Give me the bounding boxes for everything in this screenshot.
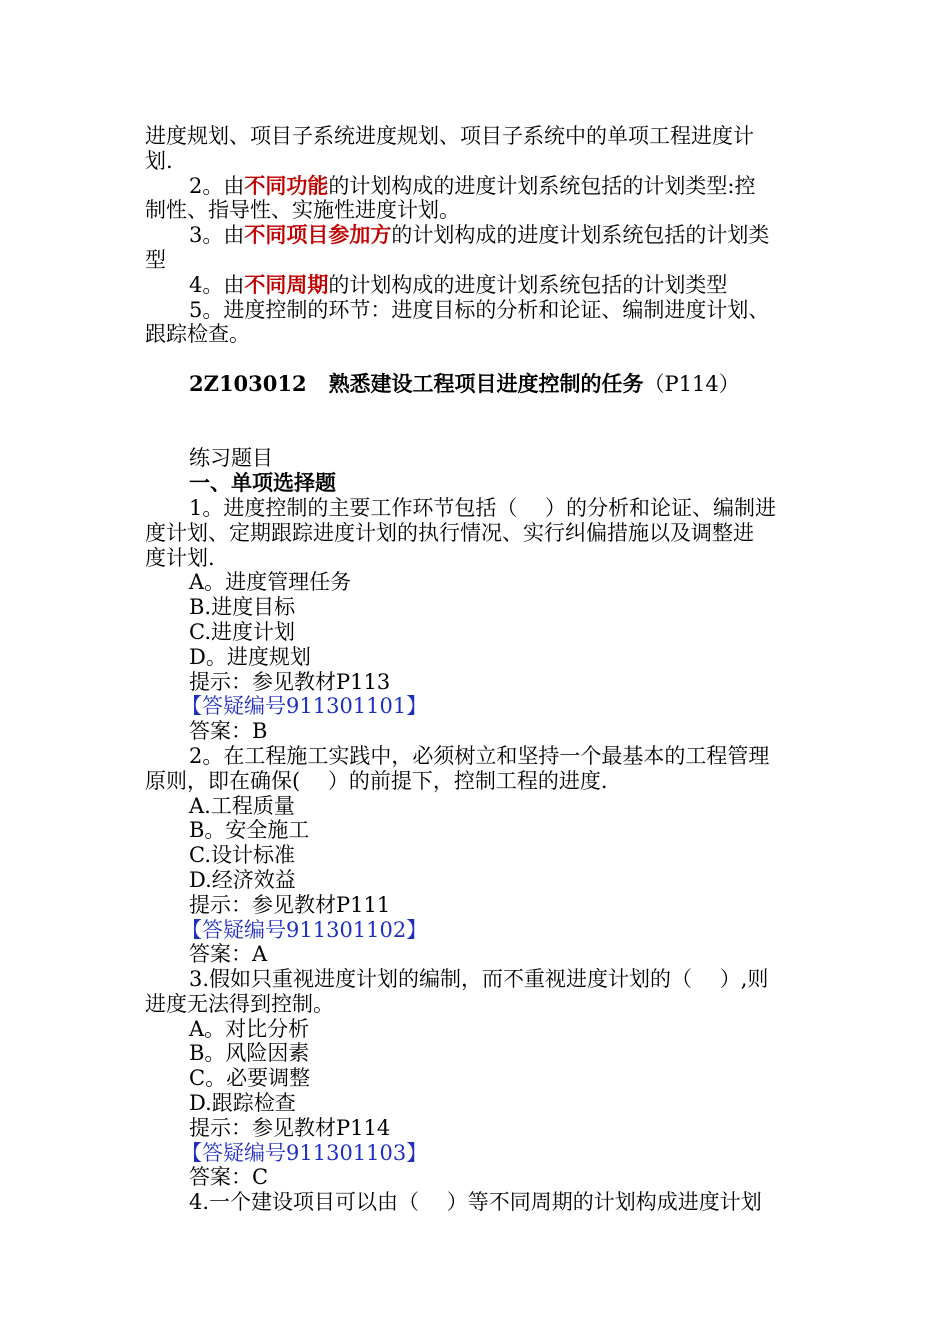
option: C.进度计划 <box>189 619 295 644</box>
single-choice-label: 一、单项选择题 <box>189 470 336 496</box>
answer: 答案：A <box>189 942 268 967</box>
question-1-line-2: 度计划、定期跟踪进度计划的执行情况、实行纠偏措施以及调整进 <box>145 520 754 545</box>
highlight-term: 不同功能 <box>244 172 329 198</box>
section-ref: （P114） <box>643 371 740 396</box>
point-2: 2。由不同功能的计划构成的进度计划系统包括的计划类型:控 <box>189 172 756 198</box>
question-1-line-3: 度计划. <box>145 545 215 570</box>
point-3: 3。由不同项目参加方的计划构成的进度计划系统包括的计划类 <box>189 222 770 248</box>
section-heading <box>145 372 810 397</box>
highlight-term: 不同项目参加方 <box>244 222 392 248</box>
point-5: 5。进度控制的环节：进度目标的分析和论证、编制进度计划、 <box>189 297 770 322</box>
option: A.工程质量 <box>189 793 295 818</box>
option: D。进度规划 <box>189 644 311 669</box>
point-5-cont: 跟踪检查。 <box>145 322 250 347</box>
section-title: 熟悉建设工程项目进度控制的任务 <box>328 370 644 396</box>
document-body <box>145 124 810 1215</box>
qa-id-link[interactable]: 【答疑编号911301102】 <box>181 917 428 942</box>
option: D.经济效益 <box>189 867 296 892</box>
option: D.跟踪检查 <box>189 1091 296 1116</box>
question-2-line-2: 原则，即在确保( ）的前提下，控制工程的进度. <box>145 768 608 793</box>
practice-label: 练习题目 <box>189 446 273 471</box>
option: A。对比分析 <box>189 1016 310 1041</box>
point-3-cont: 型 <box>145 247 166 272</box>
intro-line-1: 进度规划、项目子系统进度规划、项目子系统中的单项工程进度计 <box>145 124 754 148</box>
section-code: 2Z103012 <box>189 370 307 396</box>
intro-line-2: 划. <box>145 148 173 173</box>
option: B。安全施工 <box>189 818 310 843</box>
question-3-line-2: 进度无法得到控制。 <box>145 991 334 1016</box>
question-1-line-1: 1。进度控制的主要工作环节包括（ ）的分析和论证、编制进 <box>189 495 777 520</box>
hint: 提示：参见教材P114 <box>189 1115 391 1140</box>
question-3-line-1: 3.假如只重视进度计划的编制，而不重视进度计划的（ ）,则 <box>189 967 769 992</box>
hint: 提示：参见教材P113 <box>189 669 391 694</box>
option: C.设计标准 <box>189 843 295 868</box>
answer: 答案：B <box>189 719 268 744</box>
answer: 答案：C <box>189 1165 269 1190</box>
point-2-cont: 制性、指导性、实施性进度计划。 <box>145 198 460 223</box>
option: C。必要调整 <box>189 1066 311 1091</box>
highlight-term: 不同周期 <box>244 271 329 297</box>
question-4-line-1: 4.一个建设项目可以由（ ）等不同周期的计划构成进度计划 <box>189 1190 762 1215</box>
option: B.进度目标 <box>189 595 296 620</box>
hint: 提示：参见教材P111 <box>189 892 391 917</box>
option: A。进度管理任务 <box>189 570 352 595</box>
point-4: 4。由不同周期的计划构成的进度计划系统包括的计划类型 <box>189 271 728 297</box>
question-2-line-1: 2。在工程施工实践中，必须树立和坚持一个最基本的工程管理 <box>189 743 770 768</box>
option: B。风险因素 <box>189 1041 310 1066</box>
qa-id-link[interactable]: 【答疑编号911301103】 <box>181 1140 428 1165</box>
qa-id-link[interactable]: 【答疑编号911301101】 <box>181 694 428 719</box>
